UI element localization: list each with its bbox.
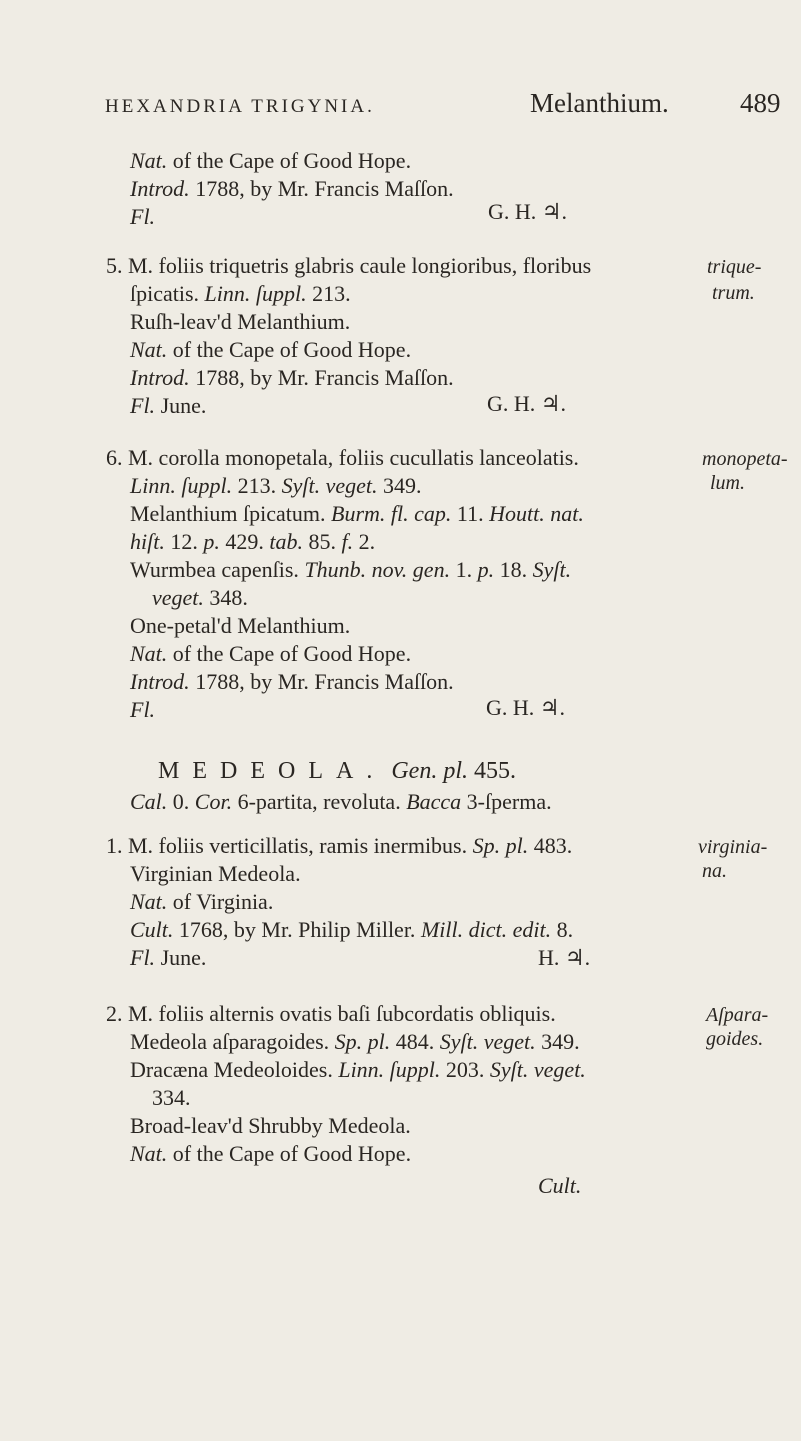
medeola-genus-heading: MEDEOLA. Gen. pl. 455. xyxy=(158,758,516,784)
m2-line2: Medeola aſparagoides. Sp. pl. 484. Syſt. veget. 349. xyxy=(130,1029,580,1054)
sp5-introd: Introd. 1788, by Mr. Francis Maſſon. xyxy=(130,365,454,390)
page-number: 489 xyxy=(740,88,781,118)
m1-sidenote-1: virginia- xyxy=(698,836,768,858)
sp6-line5: Wurmbea capenſis. Thunb. nov. gen. 1. p. 18. Syſt. xyxy=(130,557,572,582)
sp6-nat: Nat. of the Cape of Good Hope. xyxy=(130,641,412,666)
sp5-line3: Ruſh-leav'd Melanthium. xyxy=(130,309,351,334)
top-fl: Fl. xyxy=(130,204,156,229)
sp6-line2: Linn. ſuppl. 213. Syſt. veget. 349. xyxy=(130,473,422,498)
medeola-characters: Cal. 0. Cor. 6-partita, revoluta. Bacca 3-ſperma. xyxy=(130,789,552,814)
m2-line5: Broad-leav'd Shrubby Medeola. xyxy=(130,1113,411,1138)
sp5-sidenote-1: trique- xyxy=(707,256,762,278)
sp6-line1: 6. M. corolla monopetala, foliis cucullatis lanceolatis. xyxy=(106,445,579,470)
m1-cult: Cult. 1768, by Mr. Philip Miller. Mill. dict. edit. 8. xyxy=(130,917,574,942)
top-gh: G. H. ♃. xyxy=(488,199,567,224)
m1-line1: 1. M. foliis verticillatis, ramis inermibus. Sp. pl. 483. xyxy=(106,833,573,858)
m2-nat: Nat. of the Cape of Good Hope. xyxy=(130,1141,412,1166)
sp5-fl: Fl. June. xyxy=(130,393,207,418)
top-introd: Introd. 1788, by Mr. Francis Maſſon. xyxy=(130,176,454,201)
sp6-fl: Fl. xyxy=(130,697,156,722)
m2-line1: 2. M. foliis alternis ovatis baſi ſubcordatis obliquis. xyxy=(106,1001,556,1026)
sp6-line3: Melanthium ſpicatum. Burm. fl. cap. 11. Houtt. nat. xyxy=(130,501,584,526)
sp5-sidenote-2: trum. xyxy=(712,282,755,304)
m1-line2: Virginian Medeola. xyxy=(130,861,301,886)
m1-nat: Nat. of Virginia. xyxy=(130,889,274,914)
running-header xyxy=(105,88,669,128)
sp6-line7: One-petal'd Melanthium. xyxy=(130,613,351,638)
sp6-sidenote-2: lum. xyxy=(710,472,745,494)
sp5-gh: G. H. ♃. xyxy=(487,391,566,416)
top-nat: Nat. of the Cape of Good Hope. xyxy=(130,148,412,173)
m1-h: H. ♃. xyxy=(538,945,591,970)
m2-line4: 334. xyxy=(152,1085,191,1110)
sp5-line2: ſpicatis. Linn. ſuppl. 213. xyxy=(130,281,351,306)
sp6-line6: veget. 348. xyxy=(152,585,248,610)
header-class-order: HEXANDRIA TRIGYNIA. xyxy=(105,96,375,117)
header-genus: Melanthium. xyxy=(530,88,669,118)
catchword: Cult. xyxy=(538,1173,582,1198)
sp6-line4: hiſt. 12. p. 429. tab. 85. f. 2. xyxy=(130,529,376,554)
sp6-sidenote-1: monopeta- xyxy=(702,448,788,470)
m1-sidenote-2: na. xyxy=(702,860,727,882)
m2-sidenote-2: goides. xyxy=(706,1028,764,1050)
m1-fl: Fl. June. xyxy=(130,945,207,970)
sp6-introd: Introd. 1788, by Mr. Francis Maſſon. xyxy=(130,669,454,694)
sp5-line1: 5. M. foliis triquetris glabris caule longioribus, floribus xyxy=(106,253,592,278)
sp5-nat: Nat. of the Cape of Good Hope. xyxy=(130,337,412,362)
m2-sidenote-1: Aſpara- xyxy=(706,1004,769,1026)
m2-line3: Dracæna Medeoloides. Linn. ſuppl. 203. Syſt. veget. xyxy=(130,1057,586,1082)
sp6-gh: G. H. ♃. xyxy=(486,695,565,720)
